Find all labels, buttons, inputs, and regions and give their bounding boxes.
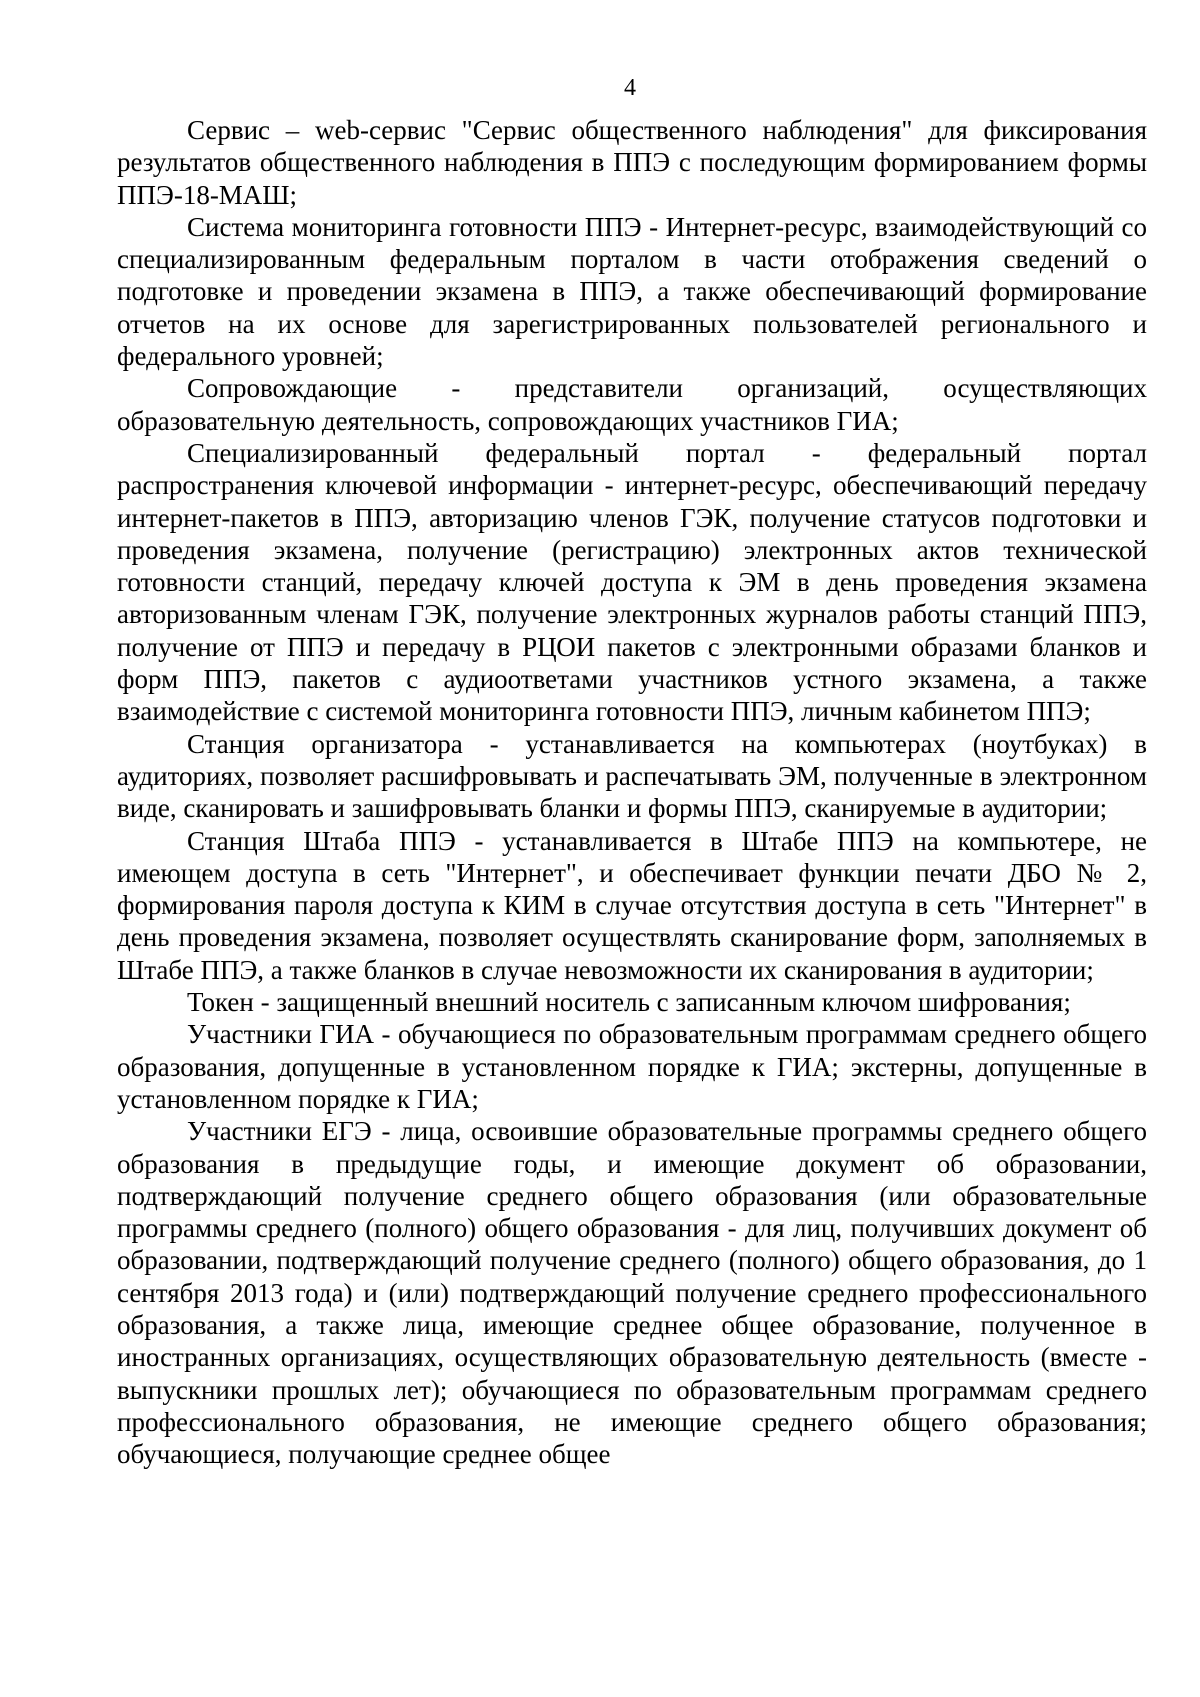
document-body [117,114,1147,1470]
definition-service: Сервис – web-сервис "Сервис общественного наблюдения" для фиксирования результатов общественного наблюдения в ППЭ с последующим формированием формы ППЭ-18-МАШ; [117,115,1147,210]
definition-ege-participants: Участники ЕГЭ - лица, освоившие образовательные программы среднего общего образования в предыдущие годы, и имеющие документ об образовании, подтверждающий получение среднего общего образования (или образовательные программы среднего (полного) общего образования - для лиц, получивших документ об образовании, подтверждающий получение среднего (полного) общего образования, до 1 сентября 2013 года) и (или) подтверждающий получение среднего профессионального образования, а также лица, имеющие среднее общее образование, полученное в иностранных организациях, осуществляющих образовательную деятельность (вместе - выпускники прошлых лет); обучающиеся по образовательным программам среднего профессионального образования, не имеющие среднего общего образования; обучающиеся, получающие среднее общее [117,1116,1147,1470]
definition-organizer-station: Станция организатора - устанавливается на компьютерах (ноутбуках) в аудиториях, позволяет расшифровывать и распечатывать ЭМ, полученные в электронном виде, сканировать и зашифровывать бланки и формы ППЭ, сканируемые в аудитории; [117,728,1147,824]
definition-escorts: Сопровождающие - представители организаций, осуществляющих образовательную деятельность, сопровождающих участников ГИА; [117,373,1147,436]
page-number: 4 [624,75,636,101]
definition-token: Токен - защищенный внешний носитель с записанным ключом шифрования; [187,987,1071,1018]
definition-federal-portal: Специализированный федеральный портал - федеральный портал распространения ключевой информации - интернет-ресурс, обеспечивающий передачу интернет-пакетов в ППЭ, авторизацию членов ГЭК, получение статусов подготовки и проведения экзамена, получение (регистрацию) электронных актов технической готовности станций, передачу ключей доступа к ЭМ в день проведения экзамена авторизованным членам ГЭК, получение электронных журналов работы станций ППЭ, получение от ППЭ и передачу в РЦОИ пакетов с электронными образами бланков и форм ППЭ, пакетов с аудиоответами участников устного экзамена, а также взаимодействие с системой мониторинга готовности ППЭ, личным кабинетом ППЭ; [117,437,1147,727]
definition-hq-station: Станция Штаба ППЭ - устанавливается в Штабе ППЭ на компьютере, не имеющем доступа в сеть "Интернет", и обеспечивает функции печати ДБО № 2, формирования пароля доступа к КИМ в случае отсутствия доступа в сеть "Интернет" в день проведения экзамена, позволяет осуществлять сканирование форм, заполняемых в Штабе ППЭ, а также бланков в случае невозможности их сканирования в аудитории; [117,825,1147,985]
definition-gia-participants: Участники ГИА - обучающиеся по образовательным программам среднего общего образования, допущенные в установленном порядке к ГИА; экстерны, допущенные в установленном порядке к ГИА; [117,1019,1147,1114]
definition-monitoring-system: Система мониторинга готовности ППЭ - Интернет-ресурс, взаимодействующий со специализированным федеральным порталом в части отображения сведений о подготовке и проведении экзамена в ППЭ, а также обеспечивающий формирование отчетов на их основе для зарегистрированных пользователей регионального и федерального уровней; [117,211,1147,372]
